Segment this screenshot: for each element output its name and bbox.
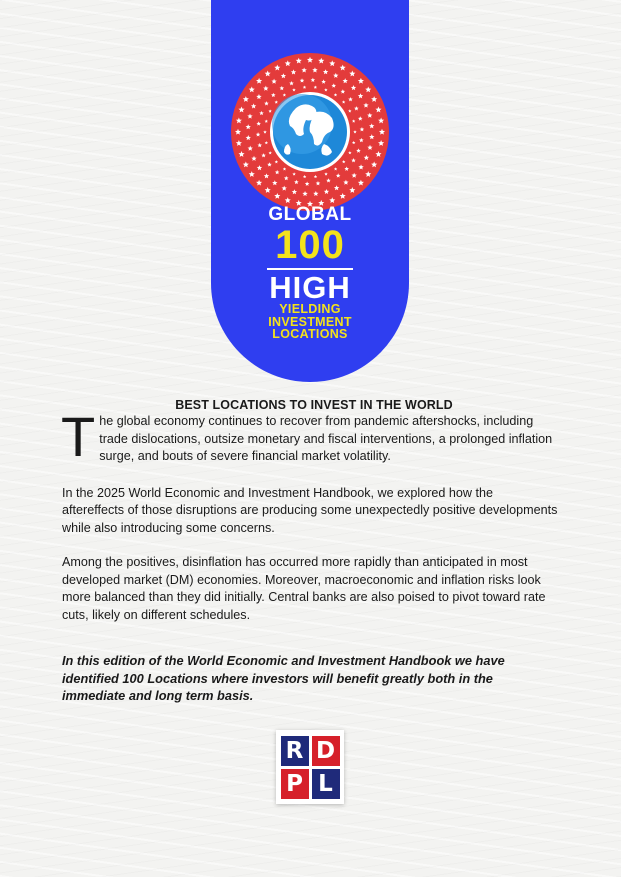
- title-locations: LOCATIONS: [272, 327, 348, 341]
- drop-cap: T: [61, 405, 96, 468]
- section-heading: BEST LOCATIONS TO INVEST IN THE WORLD: [175, 398, 453, 412]
- title-investment: INVESTMENT: [268, 314, 352, 329]
- paragraph-intro-text: he global economy continues to recover from pandemic aftershocks, including trade dislocations, outsize monetary and fiscal interventions, a prolonged inflation surge, and bouts of severe financial market volatility.: [99, 414, 553, 463]
- banner-title: [211, 205, 409, 341]
- logo-letter-l: L: [312, 769, 340, 799]
- title-global: GLOBAL: [268, 204, 352, 225]
- rdpl-logo: [276, 730, 344, 804]
- paragraph-highlight: In this edition of the World Economic and Investment Handbook we have identified 100 Locations where investors will benefit greatly both in the immediate and long term basis.: [62, 653, 505, 703]
- paragraph-handbook: In the 2025 World Economic and Investment Handbook, we explored how the aftereffects of those disruptions are producing some unexpectedly positive developments while also introducing some concerns.: [62, 485, 558, 535]
- paragraph-positives: Among the positives, disinflation has occurred more rapidly than anticipated in most developed market (DM) economies. Moreover, macroeconomic and inflation risks look more balanced than they did initially. Central banks are also poised to pivot toward rate cuts, likely on different schedules.: [62, 555, 546, 622]
- title-banner: [211, 0, 409, 382]
- globe-with-stars-icon: [230, 52, 390, 212]
- logo-letter-p: P: [281, 769, 309, 799]
- title-high: HIGH: [269, 270, 351, 305]
- title-100: 100: [275, 223, 345, 267]
- title-yielding: YIELDING: [279, 302, 341, 316]
- article-body: [62, 398, 558, 705]
- logo-letter-r: R: [281, 736, 309, 766]
- logo-letter-d: D: [312, 736, 340, 766]
